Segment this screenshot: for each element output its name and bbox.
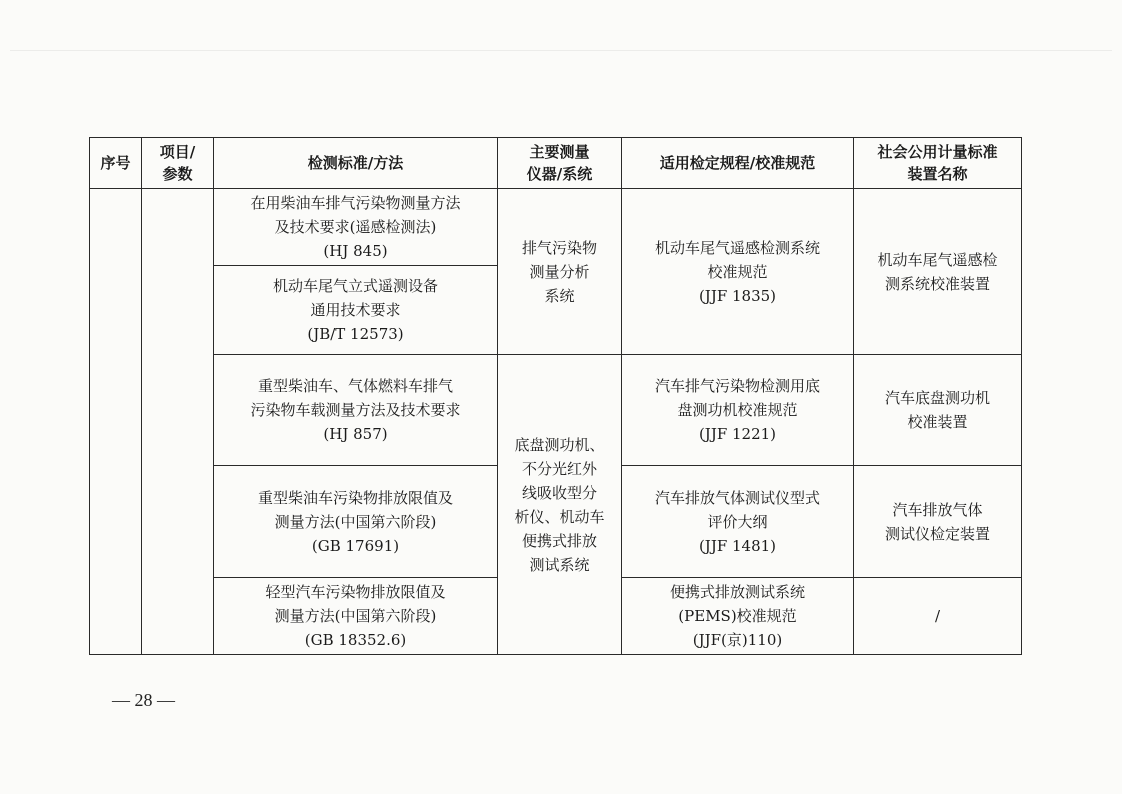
header-instrument: 主要测量 仪器/系统 [498, 138, 622, 189]
header-row [90, 138, 1022, 189]
device-cell: 机动车尾气遥感检 测系统校准装置 [854, 189, 1022, 355]
page-edge-line [10, 50, 1112, 51]
page-number: — 28 — [112, 690, 175, 710]
header-regulation: 适用检定规程/校准规范 [622, 138, 854, 189]
standard-cell: 在用柴油车排气污染物测量方法 及技术要求(遥感检测法) (HJ 845) [214, 189, 498, 266]
instrument-cell: 排气污染物 测量分析 系统 [498, 189, 622, 355]
item-cell [142, 189, 214, 655]
device-cell: 汽车底盘测功机 校准装置 [854, 355, 1022, 466]
regulation-cell: 机动车尾气遥感检测系统 校准规范 (JJF 1835) [622, 189, 854, 355]
header-seq: 序号 [90, 138, 142, 189]
device-cell: / [854, 578, 1022, 655]
standard-cell: 重型柴油车、气体燃料车排气 污染物车载测量方法及技术要求 (HJ 857) [214, 355, 498, 466]
header-device: 社会公用计量标准 装置名称 [854, 138, 1022, 189]
standards-table [89, 137, 1022, 655]
table-row [90, 189, 1022, 266]
regulation-cell: 便携式排放测试系统 (PEMS)校准规范 (JJF(京)110) [622, 578, 854, 655]
regulation-cell: 汽车排气污染物检测用底 盘测功机校准规范 (JJF 1221) [622, 355, 854, 466]
standard-cell: 轻型汽车污染物排放限值及 测量方法(中国第六阶段) (GB 18352.6) [214, 578, 498, 655]
seq-cell [90, 189, 142, 655]
header-item: 项目/ 参数 [142, 138, 214, 189]
regulation-cell: 汽车排放气体测试仪型式 评价大纲 (JJF 1481) [622, 466, 854, 578]
table-row [90, 355, 1022, 466]
standard-cell: 机动车尾气立式遥测设备 通用技术要求 (JB/T 12573) [214, 266, 498, 355]
device-cell: 汽车排放气体 测试仪检定装置 [854, 466, 1022, 578]
instrument-cell: 底盘测功机、 不分光红外 线吸收型分 析仪、机动车 便携式排放 测试系统 [498, 355, 622, 655]
header-standard: 检测标准/方法 [214, 138, 498, 189]
standard-cell: 重型柴油车污染物排放限值及 测量方法(中国第六阶段) (GB 17691) [214, 466, 498, 578]
